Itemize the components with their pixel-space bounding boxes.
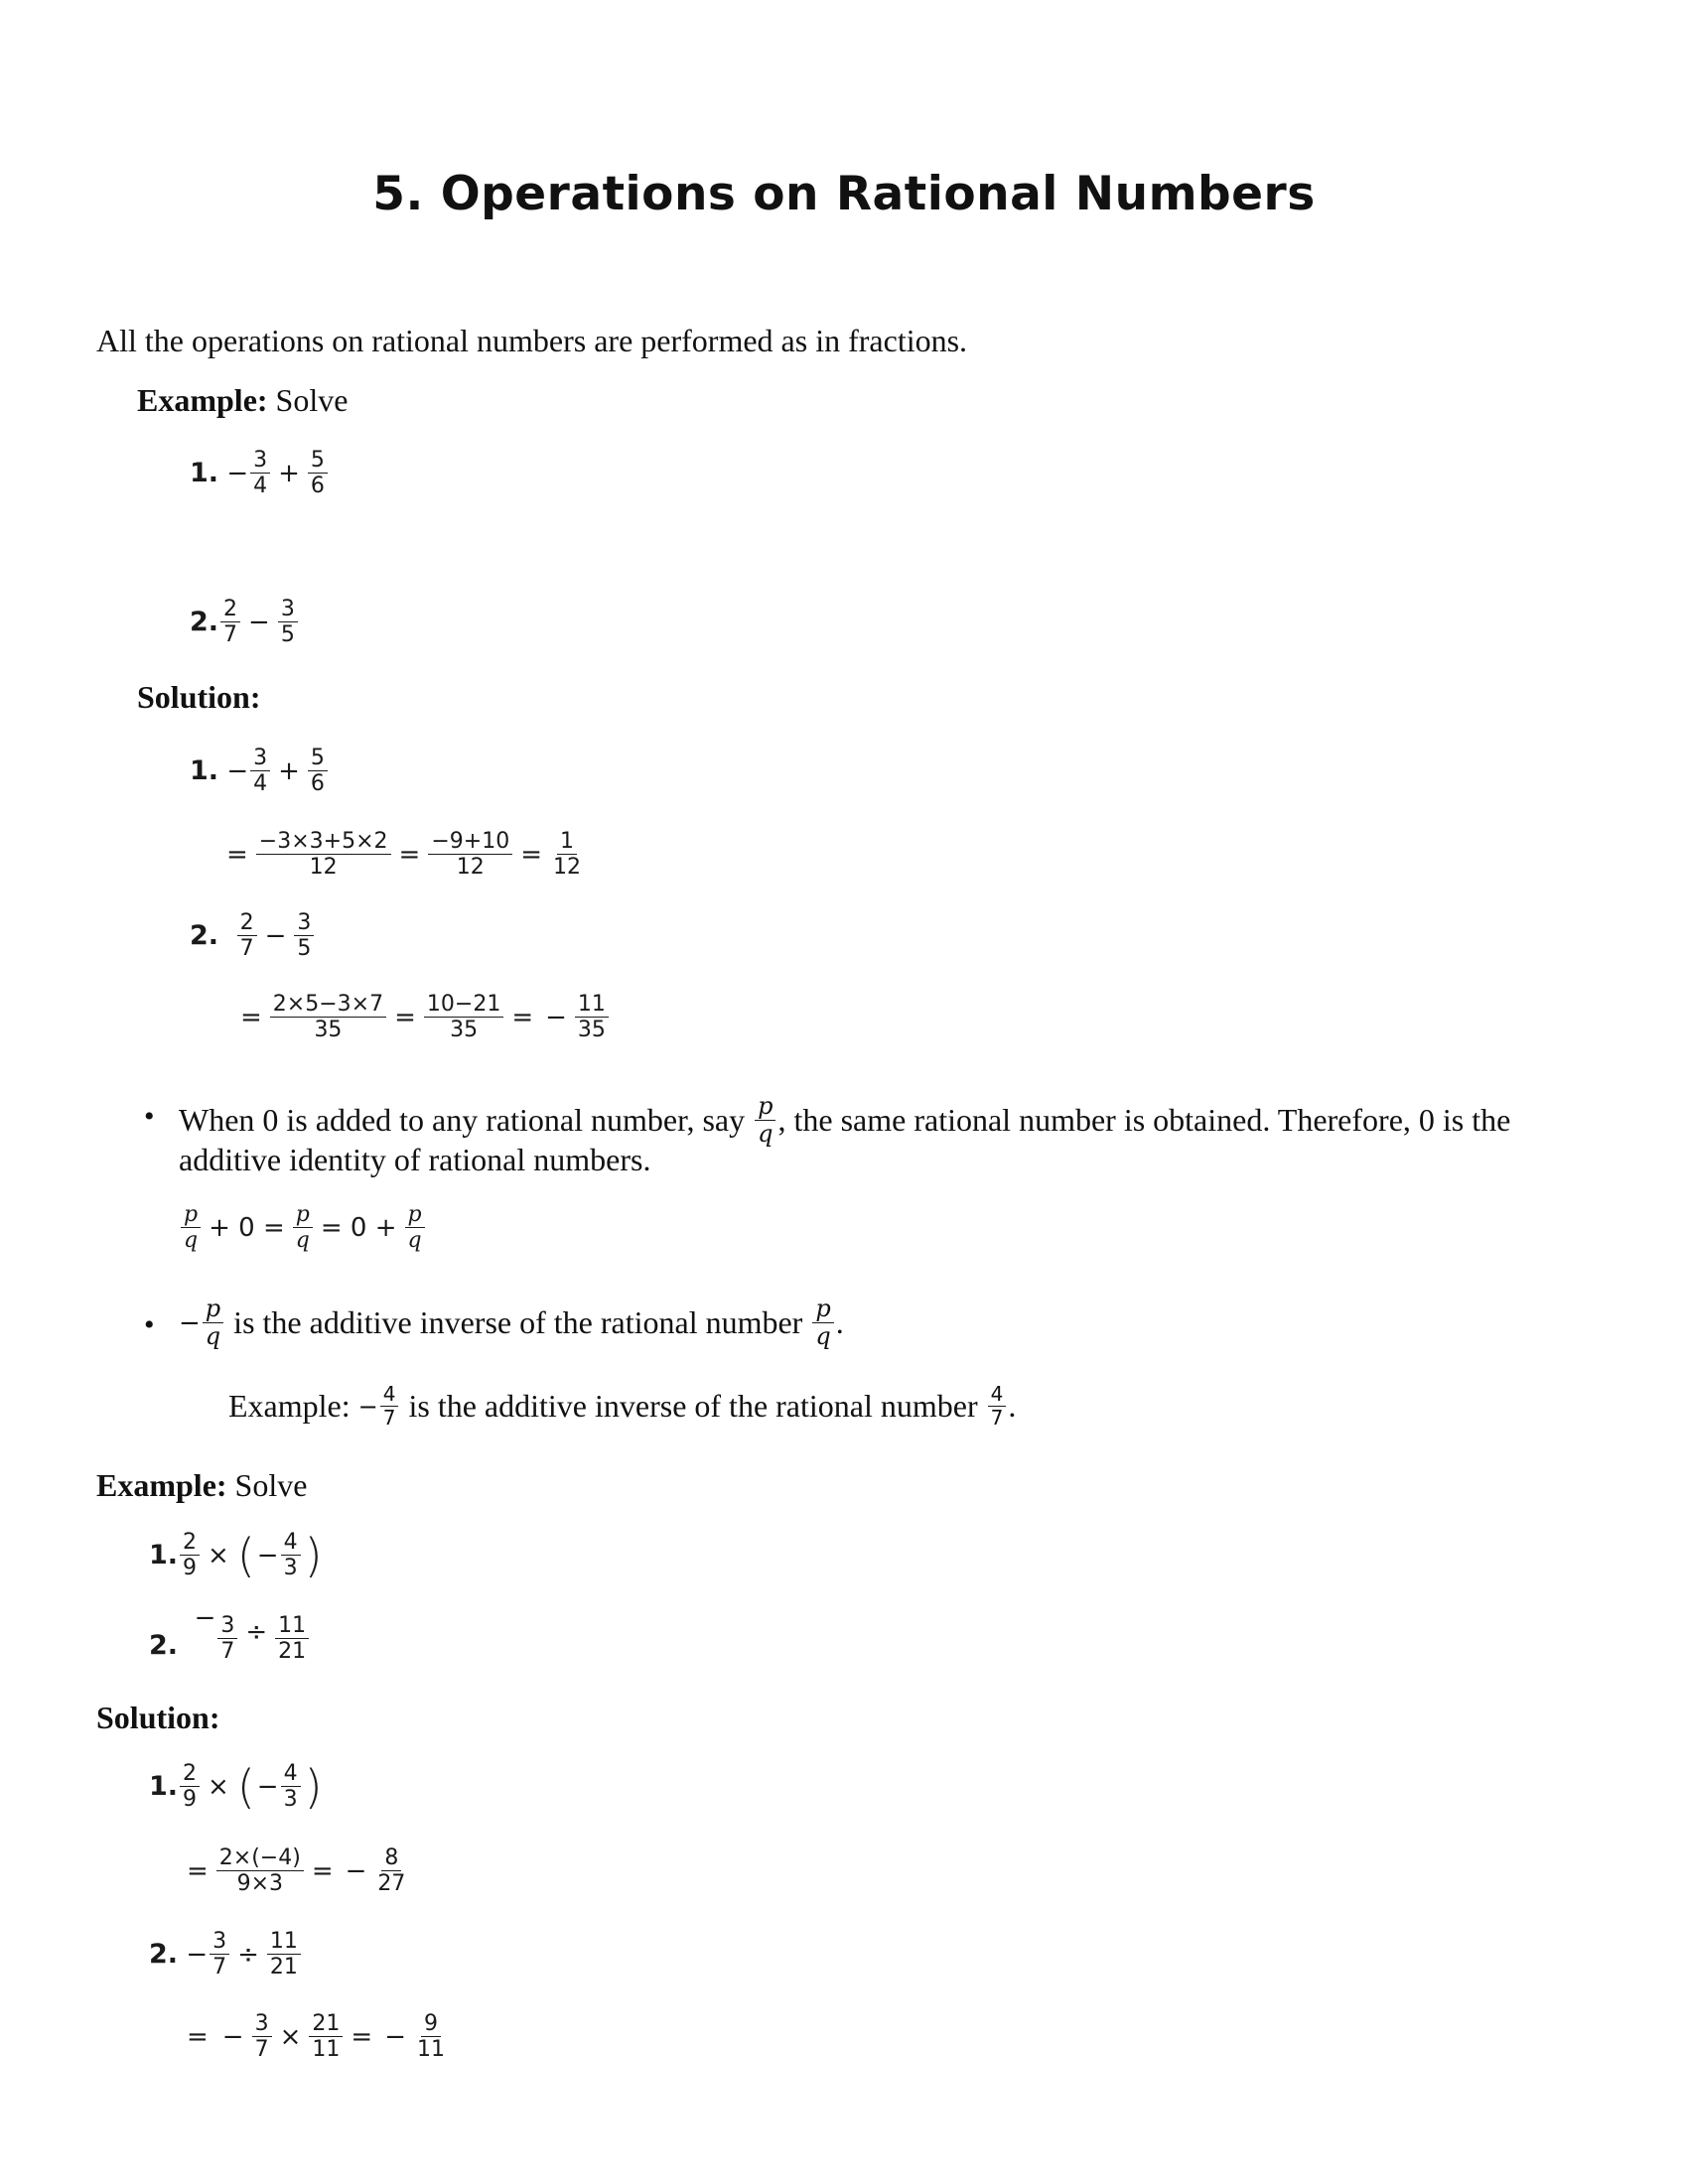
example-label: Example: bbox=[137, 382, 268, 418]
bullet-2-dot: • bbox=[144, 1308, 155, 1341]
solution-1-item-2-steps: = $\frac{2\times 5-3\times 7}{35}$ = $\frac{10-21}{35}$ = − $\frac{11}{35}$ bbox=[240, 993, 611, 1041]
solution-1-item-1-steps: = $\frac{-3\times 3+5\times 2}{12}$ = $\frac{-9+10}{12}$ = $\frac{1}{12}$ bbox=[226, 829, 581, 881]
example-1-item-1: 1. − $\frac{3}{4}$ + $\frac{5}{6}$ bbox=[190, 449, 330, 497]
bullet-2-line: − $\frac{p}{q}$ is the additive inverse of the rational number $\frac{p}{q}$ . bbox=[179, 1295, 844, 1351]
bullet-1-line-1: When 0 is added to any rational number, say $\frac{p}{q}$ , the same rational number is obtained. Therefore, 0 is the bbox=[179, 1092, 1511, 1149]
example-1-item-2: 2. $\frac{2}{7}$ − $\frac{3}{5}$ bbox=[190, 598, 300, 646]
solution-2-item-1-steps: = $\frac{2\times(-4)}{9\times 3}$ = − $\frac{8}{27}$ bbox=[187, 1845, 406, 1897]
solution-2-item-2-steps: = − $\frac{3}{7}$ × $\frac{21}{11}$ = − $\frac{9}{11}$ bbox=[187, 2011, 445, 2063]
example-2-item-2: 2. − $\frac{3}{7}$ ÷ $\frac{11}{21}$ bbox=[149, 1603, 311, 1663]
example-text: Solve bbox=[275, 382, 349, 418]
page-title: 5. Operations on Rational Numbers bbox=[372, 167, 1316, 221]
example-2-heading: Example: Solve bbox=[96, 1467, 308, 1503]
solution-1-item-2: 2. $\frac{2}{7}$ − $\frac{3}{5}$ bbox=[190, 911, 316, 960]
solution-2-heading: Solution: bbox=[96, 1700, 220, 1735]
additive-identity-equation: $\frac{p}{q}$ + 0 = $\frac{p}{q}$ = 0 + $\frac{p}{q}$ bbox=[179, 1203, 427, 1252]
solution-1-item-1: 1. − $\frac{3}{4}$ + $\frac{5}{6}$ bbox=[190, 747, 330, 795]
solution-1-heading: Solution: bbox=[137, 679, 261, 715]
example-2-item-1: 1. $\frac{2}{9}$ × ( − $\frac{4}{3}$ ) bbox=[149, 1528, 323, 1582]
bullet-1-line-2: additive identity of rational numbers. bbox=[179, 1142, 651, 1177]
solution-2-item-1: 1. $\frac{2}{9}$ × ( − $\frac{4}{3}$ ) bbox=[149, 1759, 323, 1814]
intro-text: All the operations on rational numbers are performed as in fractions. bbox=[96, 323, 968, 358]
example-1-heading bbox=[137, 382, 348, 419]
additive-inverse-example: Example: − $\frac{4}{7}$ is the additive inverse of the rational number $\frac{4}{7}$ . bbox=[228, 1382, 1017, 1430]
bullet-1-dot: • bbox=[144, 1100, 155, 1133]
solution-2-item-2: 2. − $\frac{3}{7}$ ÷ $\frac{11}{21}$ bbox=[149, 1930, 303, 1979]
